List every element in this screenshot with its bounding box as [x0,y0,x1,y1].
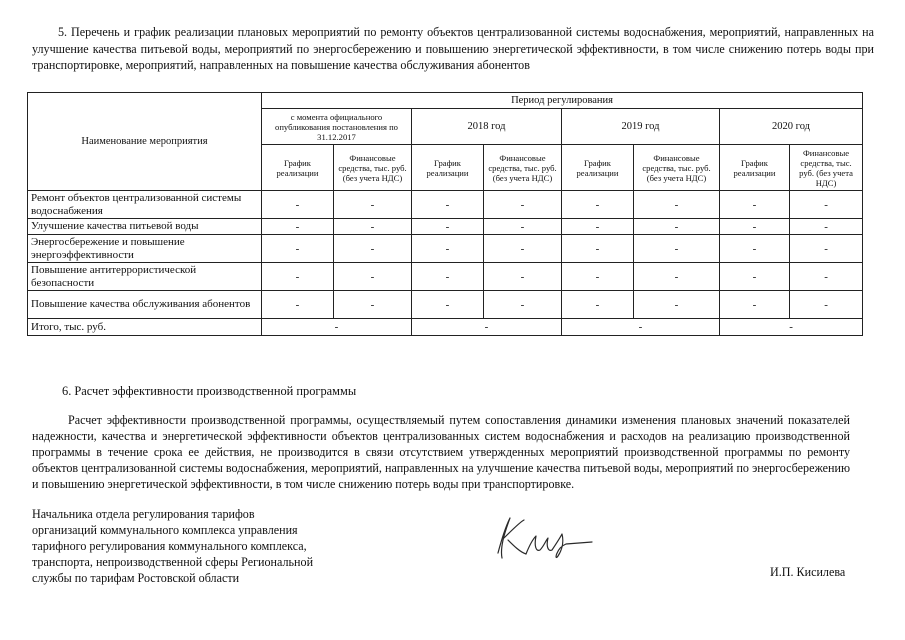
table-cell: - [412,235,484,263]
table-cell: - [484,291,562,319]
total-cell: - [412,319,562,336]
table-cell: - [790,235,863,263]
period-col-header: с момента официального опубликования постановления по 31.12.2017 [262,109,412,145]
total-label: Итого, тыс. руб. [28,319,262,336]
row-name: Энергосбережение и повышение энергоэффективности [28,235,262,263]
signer-position-line: транспорта, непроизводственной сферы Региональной [32,555,314,569]
table-cell: - [790,219,863,235]
table-cell: - [634,291,720,319]
table-cell: - [484,191,562,219]
table-cell: - [790,191,863,219]
table-cell: - [720,263,790,291]
row-name: Повышение антитеррористической безопасности [28,263,262,291]
table-cell: - [412,291,484,319]
table-cell: - [334,235,412,263]
row-name: Улучшение качества питьевой воды [28,219,262,235]
table-row [28,291,863,319]
row-name: Повышение качества обслуживания абонентов [28,291,262,319]
total-cell: - [562,319,720,336]
signer-position-line: Начальника отдела регулирования тарифов [32,507,255,521]
table-cell: - [634,191,720,219]
table-cell: - [412,263,484,291]
table-row [28,219,863,235]
section-6-paragraph: Расчет эффективности производственной программы, осуществляемый путем сопоставления динамики изменения плановых значений показателей надежности, качества и энергетической эффективности объектов централизованных систем водоснабжения и расходов на реализацию производственной программы в течение срока ее действия, не производится в связи отсутствием утвержденных мероприятий производственной программы по ремонту объектов централизованной системы водоснабжения, мероприятий, направленных на улучшение качества питьевой воды, мероприятий по энергосбережению и повышению энергетической эффективности, в том числе снижению потерь воды при транспортировке. [32,413,850,491]
table-cell: - [634,219,720,235]
period-col-header: 2018 год [412,109,562,145]
table-cell: - [634,263,720,291]
table-cell: - [790,263,863,291]
period-col-header: 2019 год [562,109,720,145]
table-cell: - [484,235,562,263]
period-col-header: 2020 год [720,109,863,145]
table-cell: - [562,219,634,235]
table-cell: - [334,191,412,219]
sub-header: График реализации [562,145,634,191]
signer-position-line: службы по тарифам Ростовской области [32,571,240,585]
sub-header: Финансовые средства, тыс. руб. (без учета НДС) [790,145,863,191]
table-cell: - [262,235,334,263]
table-cell: - [720,235,790,263]
total-cell: - [720,319,863,336]
table-cell: - [720,291,790,319]
handwritten-signature [488,508,598,568]
sub-header: Финансовые средства, тыс. руб. (без учета НДС) [334,145,412,191]
table-row [28,235,863,263]
table-cell: - [720,191,790,219]
table-cell: - [412,191,484,219]
signer-position-line: организаций коммунального комплекса управления [32,523,298,537]
table-cell: - [412,219,484,235]
table-cell: - [484,219,562,235]
sub-header: График реализации [412,145,484,191]
section-6-heading: 6. Расчет эффективности производственной программы [62,384,357,398]
table-cell: - [334,219,412,235]
total-row [28,319,863,336]
table-cell: - [562,291,634,319]
table-row [28,263,863,291]
table-cell: - [562,191,634,219]
table-cell: - [484,263,562,291]
table-cell: - [790,291,863,319]
period-header: Период регулирования [262,93,863,109]
table-cell: - [720,219,790,235]
table-cell: - [562,235,634,263]
table-cell: - [262,263,334,291]
table-cell: - [262,191,334,219]
signer-name: И.П. Кисилева [770,565,846,579]
table-cell: - [334,291,412,319]
section-5-paragraph: 5. Перечень и график реализации плановых мероприятий по ремонту объектов централизованной системы водоснабжения, мероприятий, направленных на улучшение качества питьевой воды, мероприятий по энергосбережению и повышению энергетической эффективности, в том числе снижению потерь воды при транспортировке, мероприятий, направленных на повышение качества обслуживания абонентов [32,25,874,72]
name-column-header: Наименование мероприятия [28,93,262,191]
signer-position [32,506,362,586]
plan-table [27,92,863,336]
sub-header: Финансовые средства, тыс. руб. (без учета НДС) [484,145,562,191]
total-cell: - [262,319,412,336]
table-cell: - [262,219,334,235]
signer-position-line: тарифного регулирования коммунального комплекса, [32,539,307,553]
table-cell: - [634,235,720,263]
table-cell: - [334,263,412,291]
sub-header: Финансовые средства, тыс. руб. (без учета НДС) [634,145,720,191]
row-name: Ремонт объектов централизованной системы водоснабжения [28,191,262,219]
table-cell: - [262,291,334,319]
sub-header: График реализации [262,145,334,191]
table-row [28,191,863,219]
table-cell: - [562,263,634,291]
sub-header: График реализации [720,145,790,191]
